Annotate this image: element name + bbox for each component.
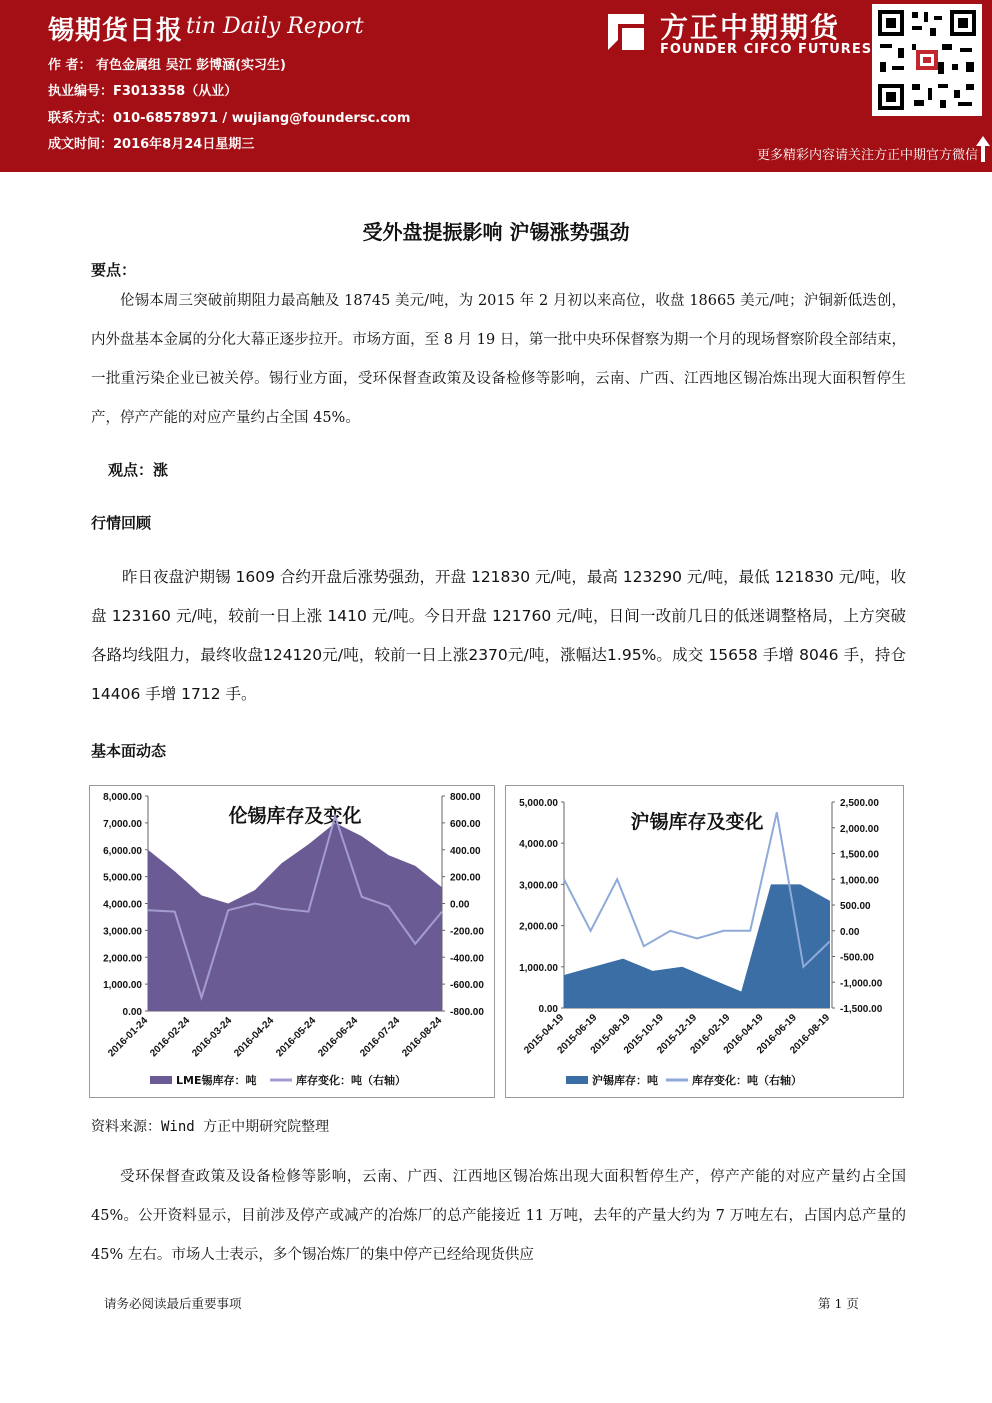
legend-swatch bbox=[566, 1076, 588, 1084]
x-tick-label: 2015-08-19 bbox=[588, 1012, 633, 1057]
report-title-cn: 锡期货日报 bbox=[48, 16, 184, 46]
y-tick-label: 7,000.00 bbox=[103, 818, 142, 830]
y2-tick-label: -1,000.00 bbox=[840, 978, 883, 990]
x-tick-label: 2015-04-19 bbox=[522, 1012, 567, 1057]
y2-tick-label: 800.00 bbox=[450, 792, 481, 803]
x-tick-label: 2016-08-24 bbox=[400, 1015, 445, 1060]
chart-title: 沪锡库存及变化 bbox=[630, 811, 764, 833]
y2-tick-label: 600.00 bbox=[450, 818, 481, 830]
y-tick-label: 5,000.00 bbox=[103, 872, 142, 884]
y-tick-label: 6,000.00 bbox=[103, 845, 142, 857]
y2-tick-label: 0.00 bbox=[840, 926, 860, 938]
shfe-tin-chart bbox=[505, 785, 904, 1098]
view-label: 观点：涨 bbox=[108, 461, 169, 479]
legend-label: 沪锡库存：吨 bbox=[592, 1074, 658, 1087]
document-title: 受外盘提振影响 沪锡涨势强劲 bbox=[362, 220, 630, 244]
y-tick-label: 5,000.00 bbox=[519, 798, 558, 809]
license-line: 执业编号：F3013358（从业） bbox=[48, 84, 238, 99]
x-tick-label: 2016-04-24 bbox=[232, 1015, 277, 1060]
arrow-up-icon bbox=[976, 136, 990, 162]
legend-label: 库存变化：吨（右轴） bbox=[296, 1074, 406, 1087]
y-tick-label: 2,000.00 bbox=[103, 953, 142, 965]
y-tick-label: 2,000.00 bbox=[519, 921, 558, 933]
x-tick-label: 2016-08-19 bbox=[788, 1012, 833, 1057]
founder-logo-icon bbox=[604, 10, 648, 54]
y2-tick-label: -800.00 bbox=[450, 1007, 484, 1018]
y2-tick-label: 500.00 bbox=[840, 901, 871, 912]
x-tick-label: 2016-06-19 bbox=[754, 1012, 799, 1057]
x-tick-label: 2015-10-19 bbox=[621, 1012, 666, 1057]
market-review-heading: 行情回顾 bbox=[91, 514, 152, 532]
page-number: 第 1 页 bbox=[818, 1296, 859, 1311]
company-logo-cn: 方正中期期货 bbox=[660, 11, 841, 44]
y-tick-label: 3,000.00 bbox=[519, 880, 558, 892]
report-title-en: tin Daily Report bbox=[186, 14, 364, 39]
y2-tick-label: 400.00 bbox=[450, 845, 481, 857]
x-tick-label: 2016-07-24 bbox=[358, 1015, 403, 1060]
x-tick-label: 2015-06-19 bbox=[555, 1012, 600, 1057]
y2-tick-label: -400.00 bbox=[450, 953, 484, 965]
x-tick-label: 2016-02-24 bbox=[148, 1015, 193, 1060]
y2-tick-label: 1,500.00 bbox=[840, 849, 879, 861]
shfe-tin-chart-svg bbox=[506, 786, 903, 1097]
y2-tick-label: 2,500.00 bbox=[840, 798, 879, 809]
market-review-text: 昨日夜盘沪期锡 1609 合约开盘后涨势强劲，开盘 121830 元/吨，最高 123290 元/吨，最低 121830 元/吨，收盘 123160 元/吨，较前一日上涨 1410 元/吨。今日开盘 121760 元/吨，日间一改前几日的低迷调整格局，上方突破各路均线阻力，最终收盘124120元/吨，较前一日上涨2370元/吨，涨幅达1.95%。成交 15658 手增 8046 手，持仓 14406 手增 1712 手。 bbox=[91, 568, 906, 703]
date-line: 成文时间：2016年8月24日星期三 bbox=[48, 137, 255, 152]
y-tick-label: 4,000.00 bbox=[519, 839, 558, 851]
y-tick-label: 8,000.00 bbox=[103, 792, 142, 803]
author-line: 作 者： 有色金属组 吴江 彭博涵(实习生) bbox=[48, 58, 286, 73]
report-header bbox=[0, 0, 992, 172]
wechat-note: 更多精彩内容请关注方正中期官方微信 bbox=[756, 148, 978, 163]
legend-swatch bbox=[150, 1076, 172, 1084]
y-tick-label: 1,000.00 bbox=[103, 980, 142, 992]
data-source: 资料来源：Wind 方正中期研究院整理 bbox=[91, 1119, 330, 1135]
y-tick-label: 4,000.00 bbox=[103, 899, 142, 911]
y2-tick-label: -1,500.00 bbox=[840, 1004, 883, 1015]
x-tick-label: 2016-03-24 bbox=[190, 1015, 235, 1060]
fundamentals-text: 受环保督查政策及设备检修等影响，云南、广西、江西地区锡冶炼出现大面积暂停生产，停产产能的对应产量约占全国 45%。公开资料显示，目前涉及停产或减产的冶炼厂的总产能接近 11 万吨，去年的产量大约为 7 万吨左右，占国内总产量的 45% 左右。市场人士表示，多个锡冶炼厂的集中停产已经给现货供应 bbox=[91, 1169, 906, 1263]
y-tick-label: 3,000.00 bbox=[103, 926, 142, 938]
x-tick-label: 2016-02-19 bbox=[688, 1012, 733, 1057]
footer-disclaimer: 请务必阅读最后重要事项 bbox=[104, 1296, 242, 1311]
y2-tick-label: -600.00 bbox=[450, 980, 484, 992]
legend-label: LME锡库存：吨 bbox=[176, 1074, 257, 1087]
x-tick-label: 2016-05-24 bbox=[274, 1015, 319, 1060]
x-tick-label: 2016-04-19 bbox=[721, 1012, 766, 1057]
key-points-heading: 要点： bbox=[91, 261, 137, 279]
y2-tick-label: -200.00 bbox=[450, 926, 484, 938]
y2-tick-label: -500.00 bbox=[840, 952, 874, 964]
lme-tin-chart bbox=[89, 785, 495, 1098]
y2-tick-label: 0.00 bbox=[450, 899, 470, 911]
x-tick-label: 2015-12-19 bbox=[655, 1012, 700, 1057]
y2-tick-label: 200.00 bbox=[450, 872, 481, 884]
key-points-text: 伦锡本周三突破前期阻力最高触及 18745 美元/吨，为 2015 年 2 月初以来高位，收盘 18665 美元/吨；沪铜新低迭创，内外盘基本金属的分化大幕正逐步拉开。市场方面，至 8 月 19 日，第一批中央环保督察为期一个月的现场督察阶段全部结束，一批重污染企业已被关停。锡行业方面，受环保督查政策及设备检修等影响，云南、广西、江西地区锡冶炼出现大面积暂停生产，停产产能的对应产量约占全国 45%。 bbox=[91, 293, 906, 426]
y2-tick-label: 2,000.00 bbox=[840, 823, 879, 835]
chart-title: 伦锡库存及变化 bbox=[228, 805, 362, 827]
y-tick-label: 0.00 bbox=[538, 1004, 558, 1015]
contact-line: 联系方式：010-68578971 / wujiang@foundersc.com bbox=[48, 111, 411, 126]
lme-tin-chart-svg bbox=[90, 786, 494, 1097]
y-tick-label: 1,000.00 bbox=[519, 962, 558, 974]
fundamentals-heading: 基本面动态 bbox=[91, 742, 167, 760]
y-tick-label: 0.00 bbox=[122, 1007, 142, 1018]
company-logo-en: FOUNDER CIFCO FUTURES bbox=[660, 42, 873, 57]
x-tick-label: 2016-01-24 bbox=[106, 1015, 151, 1060]
area-series bbox=[148, 823, 442, 1011]
qr-code-icon bbox=[872, 4, 982, 116]
legend-label: 库存变化：吨（右轴） bbox=[692, 1074, 802, 1087]
x-tick-label: 2016-06-24 bbox=[316, 1015, 361, 1060]
y2-tick-label: 1,000.00 bbox=[840, 875, 879, 887]
